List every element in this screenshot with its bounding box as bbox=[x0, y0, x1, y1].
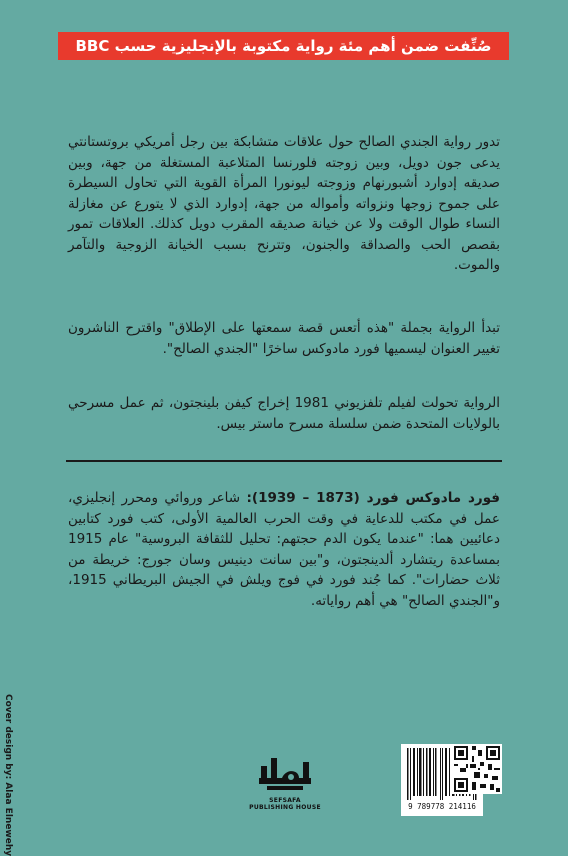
bbc-ranking-banner: صُنِّفت ضمن أهم مئة رواية مكتوبة بالإنجليزية حسب BBC bbox=[58, 32, 509, 60]
cover-design-credit bbox=[3, 694, 21, 856]
qr-code bbox=[452, 744, 502, 794]
adaptation-paragraph: الرواية تحولت لفيلم تلفزيوني 1981 إخراج كيفن بلينجتون، ثم عمل مسرحي بالولايات المتحدة ضمن سلسلة مسرح ماستر بيس. bbox=[68, 395, 501, 432]
synopsis-paragraph: تدور رواية الجندي الصالح حول علاقات متشابكة بين رجل أمريكي بروتستانتي يدعى جون دويل، وبين زوجته فلورنسا المتلاعبة المستغلة من جهة، وبين صديقه إدوارد أشبورنهام وزوجته ليونورا المرأة القوية التي تحاول السيطرة على جموح زوجها ونزواته وأمواله من جهة، إدوارد الذي لا يتورع عن مغازلة النساء طوال الوقت ولا عن خيانة صديقه المقرب دويل كذلك. العلاقات تمور بقصص الحب والصداقة والجنون، وتترنح بسبب الخيانة الزوجية والتآمر والموت. bbox=[68, 134, 500, 273]
sefsafa-logo-icon bbox=[255, 748, 315, 796]
author-name: فورد مادوكس فورد (1873 – 1939): bbox=[246, 490, 500, 506]
publisher-name: SEFSAFA PUBLISHING HOUSE bbox=[249, 797, 321, 811]
author-bio-text: شاعر وروائي ومحرر إنجليزي، عمل في مكتب للدعاية في وقت الحرب العالمية الأولى، كتب فورد كتابين دعائيين هما: "عندما يكون الدم حجتهم: تحليل للثقافة البروسية" عام 1915 بمساعدة ريتشارد ألدينجتون، و"بين سانت دينيس وسان جورج: خريطة من ثلاث حضارات". كما جُند فورد في فوج ويلش في الجيش البريطاني 1915، و"الجندي الصالح" هي أهم رواياته. bbox=[68, 490, 500, 609]
isbn-number: 9 789778 214116 bbox=[408, 802, 476, 811]
opening-line-paragraph: تبدأ الرواية بجملة "هذه أتعس قصة سمعتها على الإطلاق" واقترح الناشرون تغيير العنوان ليسميها فورد مادوكس ساخرًا "الجندي الصالح". bbox=[68, 320, 500, 357]
publisher-logo bbox=[246, 748, 324, 816]
cover-design-credit-text: Cover design by: Alaa Elnewehy bbox=[3, 694, 13, 856]
author-bio-paragraph bbox=[68, 488, 500, 611]
qr-code-icon bbox=[452, 744, 502, 794]
section-divider bbox=[66, 460, 502, 462]
